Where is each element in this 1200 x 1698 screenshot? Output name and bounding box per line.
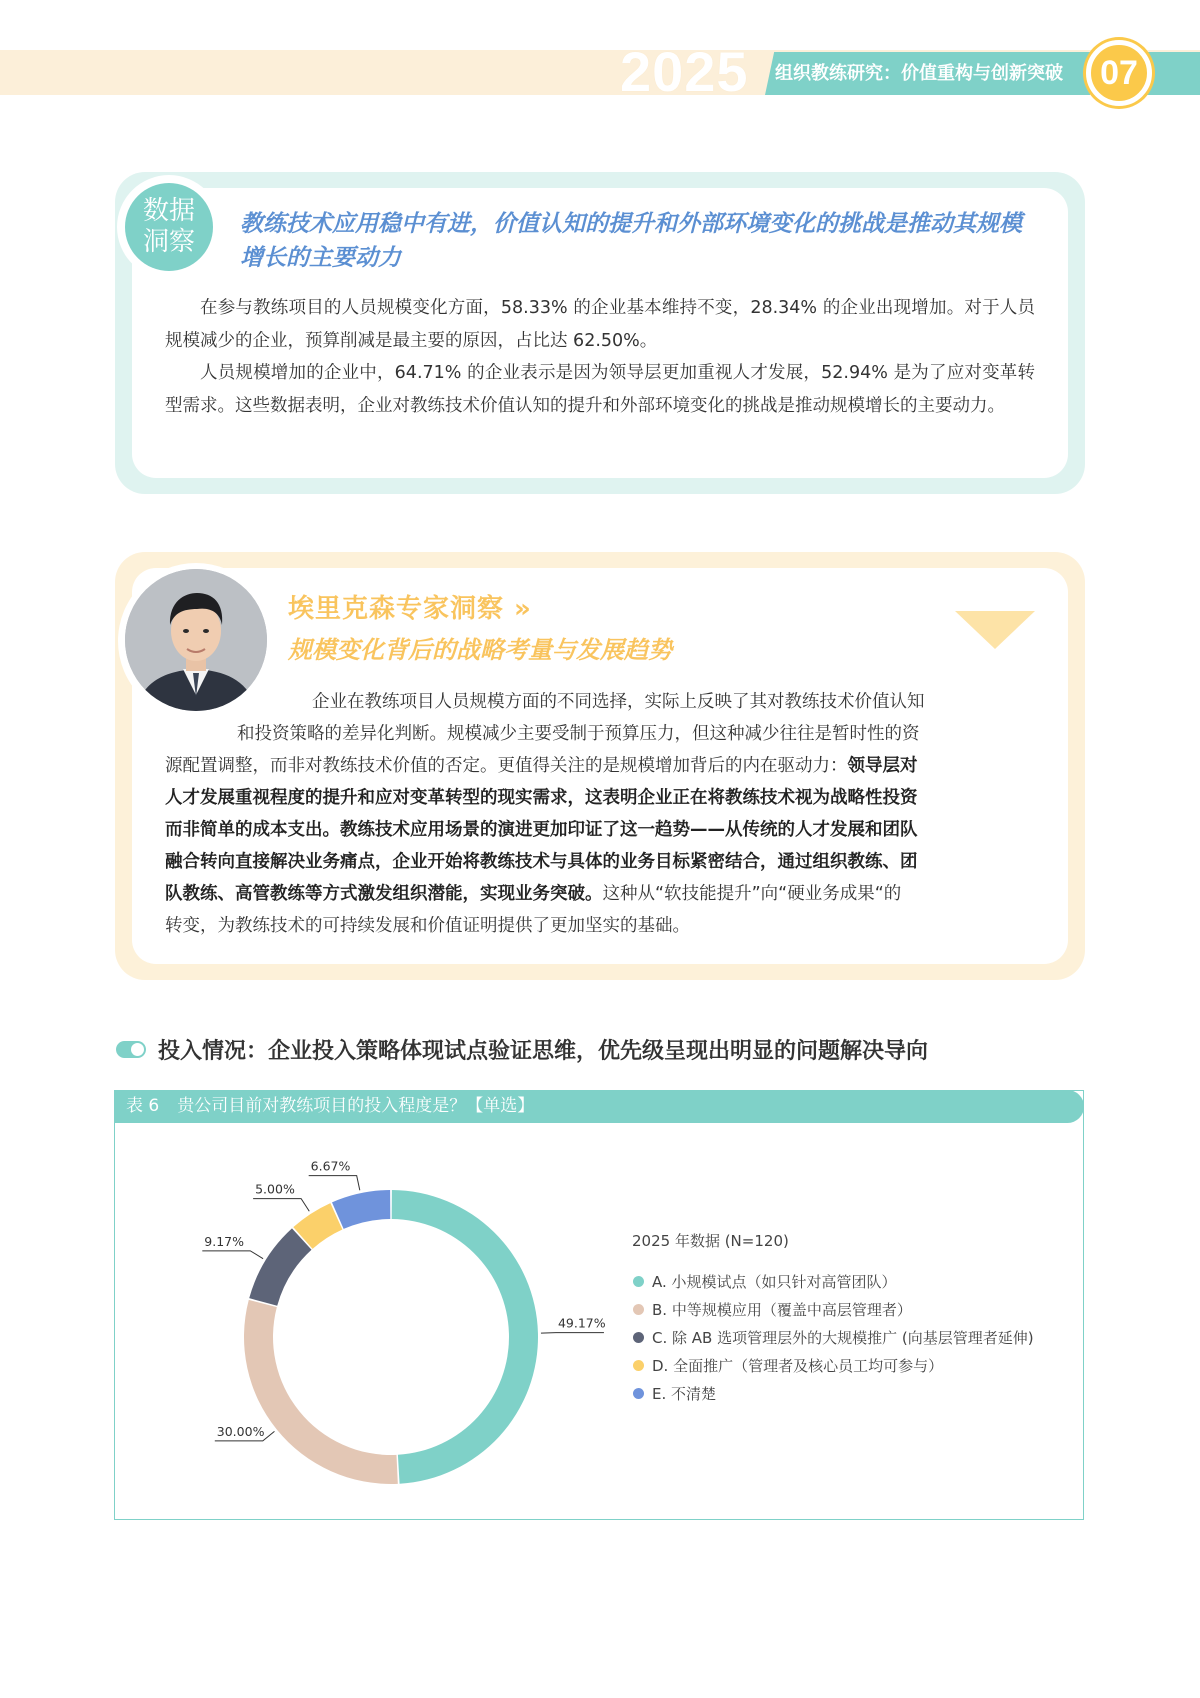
data-label: 30.00% [216, 1423, 265, 1439]
data-label: 9.17% [204, 1233, 245, 1249]
section-toggle-icon [116, 1041, 146, 1058]
chart-legend [633, 1267, 1034, 1407]
expert-title: 埃里克森专家洞察 » [288, 594, 532, 624]
legend-dot-icon [633, 1360, 644, 1371]
expert-line-bold: 人才发展重视程度的提升和应对变革转型的现实需求，这表明企业正在将教练技术视为战略性投资 [165, 788, 918, 808]
legend-dot-icon [633, 1276, 644, 1287]
legend-item [633, 1295, 1034, 1323]
leader-line [202, 1251, 263, 1259]
expert-text: 源配置调整，而非对教练技术价值的否定。更值得关注的是规模增加背后的内在驱动力： [165, 756, 848, 776]
legend-item [633, 1351, 1034, 1379]
donut-chart [150, 1140, 610, 1520]
legend-label: C. 除 AB 选项管理层外的大规模推广 (向基层管理者延伸) [652, 1328, 1034, 1347]
page-number-badge [1086, 40, 1152, 106]
legend-label: D. 全面推广（管理者及核心员工均可参与） [652, 1356, 944, 1375]
leader-line [253, 1199, 309, 1212]
insight-body [165, 292, 1035, 422]
insight-title: 教练技术应用稳中有进，价值认知的提升和外部环境变化的挑战是推动其规模增长的主要动力 [240, 210, 1022, 271]
legend-item [633, 1267, 1034, 1295]
chart-card-title [126, 1090, 552, 1123]
page-number: 07 [1100, 53, 1138, 92]
expert-text-bold: 队教练、高管教练等方式激发组织潜能，实现业务突破。 [165, 884, 603, 904]
badge-line-2: 洞察 [142, 227, 195, 257]
data-label: 6.67% [310, 1158, 351, 1174]
legend-dot-icon [633, 1388, 644, 1399]
table-label: 表 6 [126, 1096, 160, 1116]
expert-avatar [125, 569, 267, 711]
expert-line [165, 750, 918, 783]
expert-subtitle: 规模变化背后的战略考量与发展趋势 [288, 635, 672, 664]
data-label: 49.17% [557, 1315, 606, 1331]
legend-label: E. 不清楚 [652, 1384, 717, 1403]
expert-line: 企业在教练项目人员规模方面的不同选择，实际上反映了其对教练技术价值认知 [312, 692, 925, 712]
section-heading: 投入情况：企业投入策略体现试点验证思维，优先级呈现出明显的问题解决导向 [158, 1039, 929, 1064]
person-portrait-icon [125, 569, 267, 711]
legend-label: B. 中等规模应用（覆盖中高层管理者） [652, 1300, 912, 1319]
data-insight-badge [125, 183, 213, 271]
legend-label: A. 小规模试点（如只针对高管团队） [652, 1272, 897, 1291]
legend-dot-icon [633, 1332, 644, 1343]
insight-paragraph-1: 在参与教练项目的人员规模变化方面，58.33% 的企业基本维持不变，28.34% 的企业出现增加。对于人员规模减少的企业，预算削减是最主要的原因，占比达 62.50%。 [165, 298, 1035, 351]
expert-line-bold: 而非简单的成本支出。教练技术应用场景的演进更加印证了这一趋势——从传统的人才发展和团队 [165, 820, 918, 840]
data-label: 5.00% [255, 1181, 295, 1197]
leader-line [309, 1176, 360, 1191]
expert-line: 和投资策略的差异化判断。规模减少主要受制于预算压力，但这种减少往往是暂时性的资 [237, 724, 920, 744]
legend-dot-icon [633, 1304, 644, 1315]
donut-slice [332, 1190, 390, 1229]
donut-slice [244, 1300, 398, 1484]
triangle-decoration-icon [955, 611, 1035, 649]
expert-text-bold: 领导层对 [847, 756, 918, 776]
legend-item [633, 1323, 1034, 1351]
header-year: 2025 [620, 40, 749, 103]
legend-title: 2025 年数据 (N=120) [632, 1232, 789, 1250]
insight-paragraph-2: 人员规模增加的企业中，64.71% 的企业表示是因为领导层更加重视人才发展，52.94% 是为了应对变革转型需求。这些数据表明，企业对教练技术价值认知的提升和外部环境变化的挑战是推动规模增长的主要动力。 [165, 363, 1035, 416]
expert-line [165, 878, 901, 911]
table-question: 贵公司目前对教练项目的投入程度是？【单选】 [177, 1096, 535, 1116]
donut-slice [249, 1228, 311, 1305]
expert-line-bold: 融合转向直接解决业务痛点，企业开始将教练技术与具体的业务目标紧密结合，通过组织教练、团 [165, 852, 918, 872]
donut-slice [392, 1190, 538, 1484]
expert-line: 转变，为教练技术的可持续发展和价值证明提供了更加坚实的基础。 [165, 916, 690, 936]
badge-line-1: 数据 [142, 196, 195, 226]
report-title: 组织教练研究：价值重构与创新突破 [775, 63, 1063, 84]
expert-text: 这种从“软技能提升”向“硬业务成果“的 [602, 884, 902, 904]
legend-item [633, 1379, 1034, 1407]
